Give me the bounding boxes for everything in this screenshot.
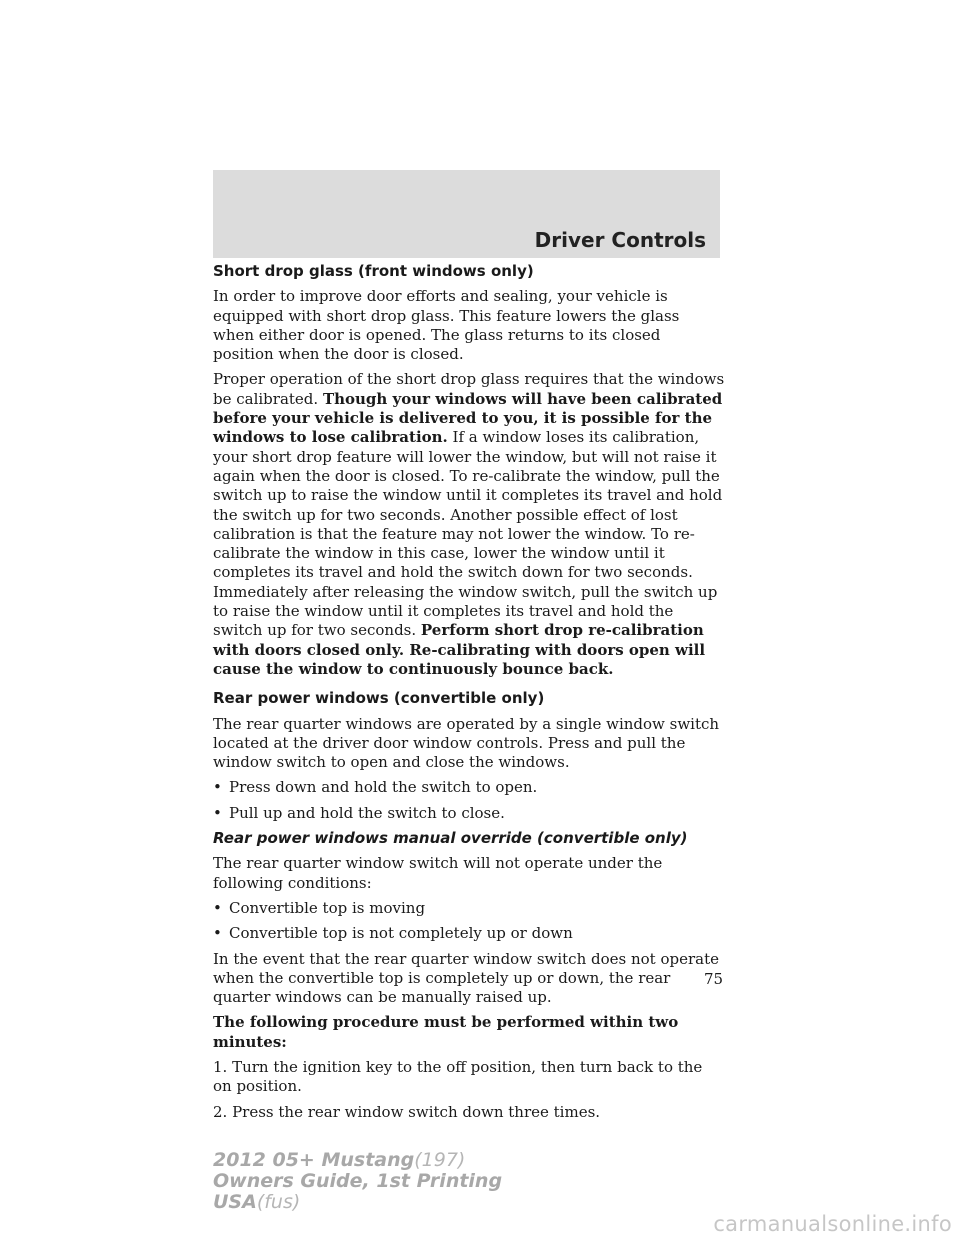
paragraph: In order to improve door efforts and sealing, your vehicle is equipped with short drop glass. This feature lowers the glass when either door is opened. The glass returns to its closed position when the door is closed.: [213, 287, 680, 364]
bold-text: Though your windows will have been calibrated before your vehicle is delivered to you, it is possible for the windows to lose calibration.: [213, 389, 723, 447]
paragraph: In the event that the rear quarter window switch does not operate when the convertible top is completely up or down, the rear quarter windows can be manually raised up.: [213, 949, 720, 1007]
list-item-text: Press down and hold the switch to open.: [229, 778, 538, 797]
footer-region: USA: [213, 1191, 257, 1213]
text-run: Proper operation of the short drop glass requires that the windows be calibrated.: [213, 370, 725, 408]
bullet-icon: •: [213, 803, 222, 822]
footer-edition: Owners Guide, 1st Printing: [213, 1170, 503, 1192]
footer-model: 2012 05+ Mustang: [213, 1149, 415, 1171]
watermark: carmanualsonline.info: [713, 1212, 952, 1236]
list-item: [213, 924, 725, 943]
footer-print-info: [213, 1150, 502, 1213]
list-item: [213, 804, 725, 823]
list-item-text: Convertible top is not completely up or down: [229, 924, 573, 943]
step-1: 1. Turn the ignition key to the off position, then turn back to the on position.: [213, 1057, 703, 1096]
paragraph: The rear quarter window switch will not operate under the following conditions:: [213, 854, 663, 892]
list-item-text: Convertible top is moving: [229, 898, 426, 917]
paragraph: The rear quarter windows are operated by a single window switch located at the driver door window controls. Press and pull the window switch to open and close the windows.: [213, 714, 720, 772]
text-run: If a window loses its calibration, your short drop feature will lower the window, but will not raise it again when the door is closed. To re-calibrate the window, pull the switch up to raise the window until it completes its travel and hold the switch up for two seconds. Another possible effect of lost calibration is that the feature may not lower the window. To re-calibrate the window in this case, lower the window until it completes its travel and hold the switch down for two seconds. Immediately after releasing the window switch, pull the switch up to raise the window until it completes its travel and hold the switch up for two seconds.: [213, 428, 723, 640]
page-content: [213, 262, 725, 1128]
bullet-icon: •: [213, 924, 222, 943]
step-2: 2. Press the rear window switch down three times.: [213, 1102, 601, 1121]
bullet-icon: •: [213, 898, 222, 917]
heading-rear-power-windows: Rear power windows (convertible only): [213, 689, 545, 708]
heading-short-drop-glass: Short drop glass (front windows only): [213, 262, 534, 280]
list-item: [213, 778, 725, 797]
heading-manual-override: Rear power windows manual override (convertible only): [213, 829, 688, 848]
footer-code: (197): [414, 1149, 466, 1171]
page-number: 75: [704, 970, 724, 988]
bold-warning: Perform short drop re-calibration with doors closed only. Re-calibrating with doors open will cause the window to continuously bounce back.: [213, 621, 706, 678]
footer-region-code: (fus): [256, 1191, 301, 1213]
paragraph-calibration: [213, 370, 725, 679]
list-item: [213, 899, 725, 918]
section-header-band: [213, 170, 720, 258]
section-title: Driver Controls: [534, 228, 706, 252]
bullet-icon: •: [213, 778, 222, 797]
list-item-text: Pull up and hold the switch to close.: [229, 803, 505, 822]
procedure-note: The following procedure must be performed within two minutes:: [213, 1013, 679, 1051]
